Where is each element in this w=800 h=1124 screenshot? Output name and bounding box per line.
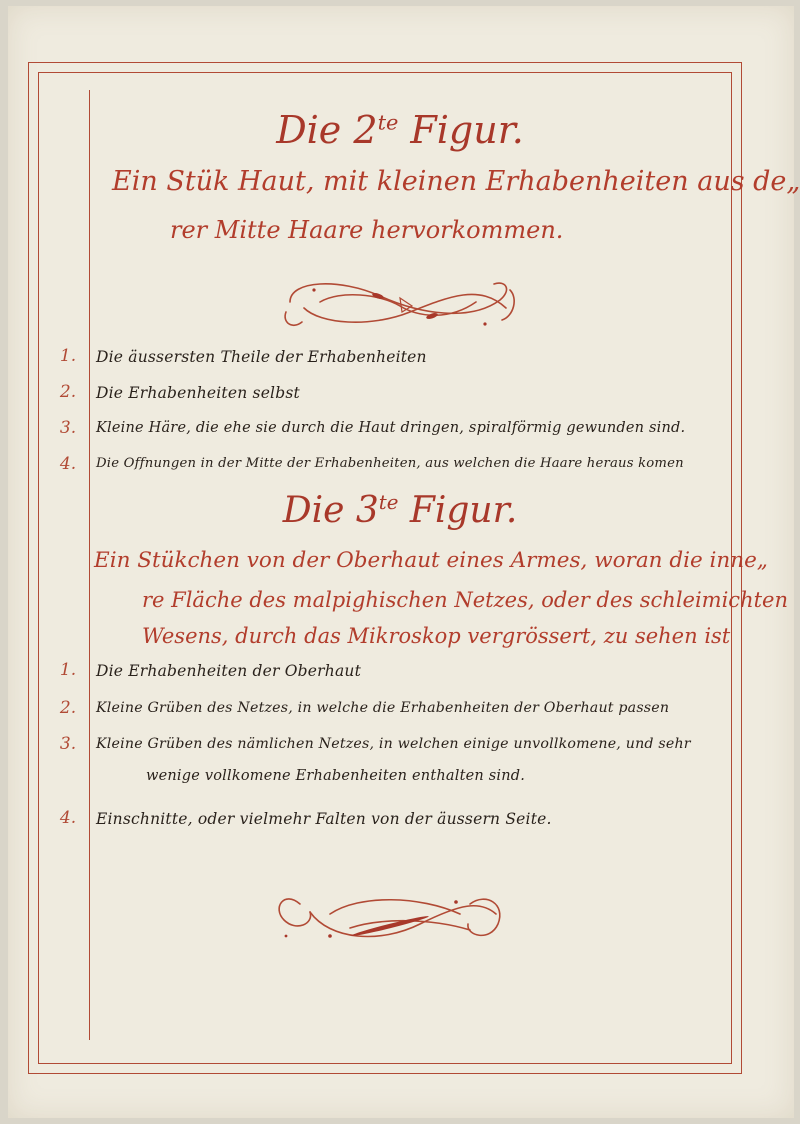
figure3-item-1-number: 1. xyxy=(59,660,77,680)
figure3-title-end: Figur. xyxy=(398,490,518,531)
figure2-title-sup: te xyxy=(377,110,399,135)
margin-rule xyxy=(89,90,90,1040)
figure2-item-3-number: 3. xyxy=(59,418,77,438)
figure3-title xyxy=(0,490,800,531)
figure3-title-main: Die 3 xyxy=(282,490,379,531)
figure2-title xyxy=(0,108,800,152)
figure2-item-3-text: Kleine Häre, die ehe sie durch die Haut dringen, spiralförmig gewunden sind. xyxy=(96,420,686,436)
figure2-desc-line2: rer Mitte Haare hervorkommen. xyxy=(170,216,564,244)
figure3-item-1-text: Die Erhabenheiten der Oberhaut xyxy=(96,662,362,680)
figure2-title-end: Figur. xyxy=(398,108,524,152)
figure3-item-3-number: 3. xyxy=(59,734,77,754)
flourish-ornament-top xyxy=(280,272,520,338)
figure3-title-sup: te xyxy=(378,491,399,514)
figure3-item-4-number: 4. xyxy=(59,808,77,828)
figure2-item-2-text: Die Erhabenheiten selbst xyxy=(96,384,300,402)
figure3-item-4-text: Einschnitte, oder vielmehr Falten von der äussern Seite. xyxy=(96,810,552,828)
figure3-desc-line1: Ein Stükchen von der Oberhaut eines Armes, woran die inne„ xyxy=(94,548,768,573)
figure2-item-1-text: Die äussersten Theile der Erhabenheiten xyxy=(96,348,427,366)
figure2-item-4-number: 4. xyxy=(59,454,77,474)
figure2-desc-line1: Ein Stük Haut, mit kleinen Erhabenheiten aus de„ xyxy=(112,166,800,197)
figure3-desc-line3: Wesens, durch das Mikroskop vergrössert, zu sehen ist xyxy=(142,624,731,648)
figure3-item-2-number: 2. xyxy=(59,698,77,718)
figure3-item-3-text: Kleine Grüben des nämlichen Netzes, in welchen einige unvollkomene, und sehr xyxy=(96,736,691,752)
figure3-desc-line2: re Fläche des malpighischen Netzes, oder des schleimichten xyxy=(142,588,788,612)
figure2-item-4-text: Die Offnungen in der Mitte der Erhabenheiten, aus welchen die Haare heraus komen xyxy=(96,456,684,471)
figure2-item-2-number: 2. xyxy=(59,382,77,402)
flourish-ornament-bottom xyxy=(270,884,510,954)
figure3-item-3-continuation: wenige vollkomene Erhabenheiten enthalten sind. xyxy=(146,768,526,784)
figure3-item-2-text: Kleine Grüben des Netzes, in welche die Erhabenheiten der Oberhaut passen xyxy=(96,700,670,716)
figure2-item-1-number: 1. xyxy=(59,346,77,366)
figure2-title-main: Die 2 xyxy=(276,108,378,152)
